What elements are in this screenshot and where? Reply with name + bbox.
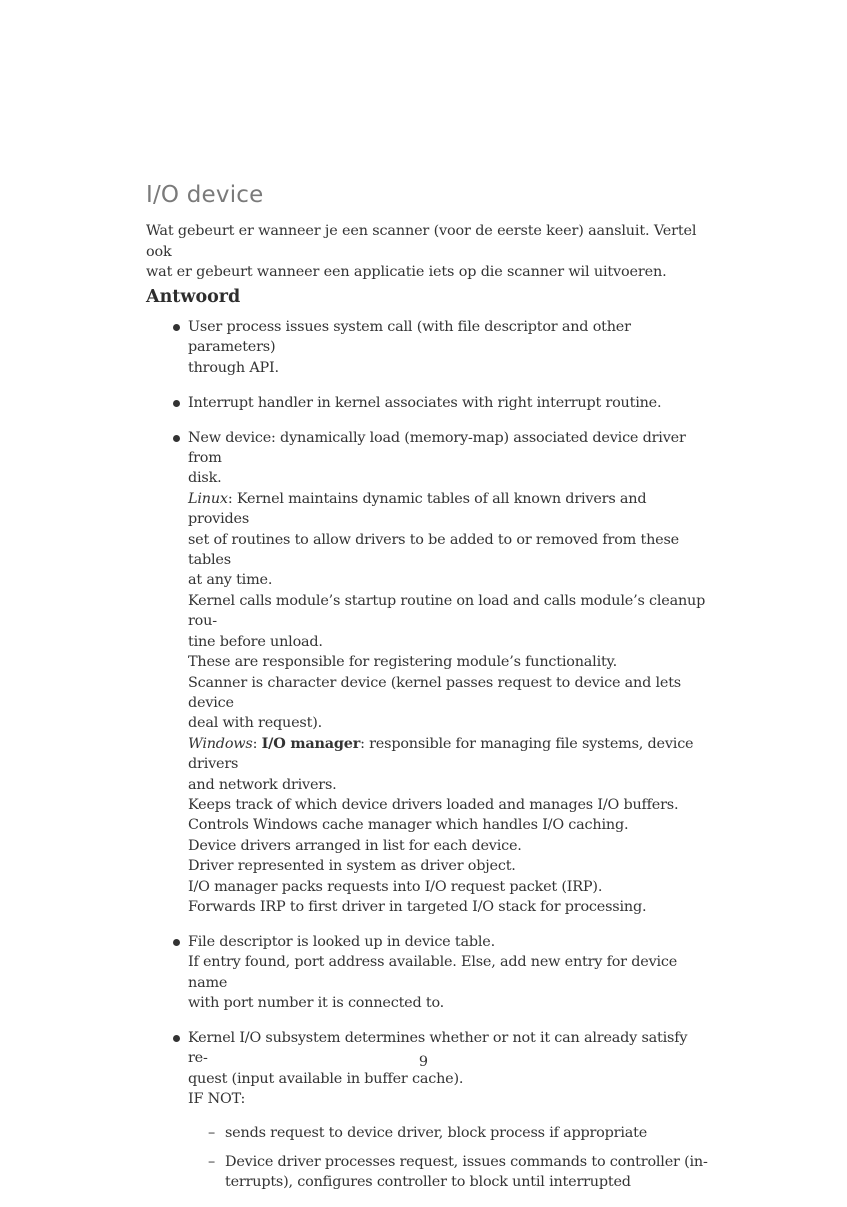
list-item-line: Scanner is character device (kernel passes request to device and lets device	[188, 674, 681, 711]
list-item-line: Forwards IRP to first driver in targeted I/O stack for processing.	[188, 898, 647, 915]
bullet-icon	[173, 1035, 180, 1042]
list-item-line: I/O manager packs requests into I/O request packet (IRP).	[188, 878, 603, 895]
sub-item-line: sends request to device driver, block process if appropriate	[225, 1124, 648, 1141]
list-item-line: Device drivers arranged in list for each device.	[188, 837, 522, 854]
list-item-line: Keeps track of which device drivers loaded and manages I/O buffers.	[188, 796, 679, 813]
sub-list-item	[188, 1152, 711, 1193]
list-item-line: File descriptor is looked up in device table.	[188, 933, 495, 950]
list-item-line: New device: dynamically load (memory-map) associated device driver from	[188, 429, 686, 467]
list-item-line: These are responsible for registering module’s functionality.	[188, 654, 617, 671]
sub-list-item	[188, 1123, 711, 1143]
list-item	[188, 317, 711, 378]
list-item-line: User process issues system call (with file descriptor and other parameters)	[188, 319, 631, 356]
answer-list	[188, 317, 711, 1207]
io-manager-term: I/O manager	[261, 734, 361, 752]
sub-item-line: terrupts), configures controller to block until interrupted	[225, 1174, 631, 1191]
list-item-line: Kernel I/O subsystem determines whether or not it can already satisfy re-	[188, 1030, 688, 1067]
list-item-line: deal with request).	[188, 715, 322, 732]
linux-label: Linux	[188, 490, 228, 507]
linux-line	[188, 489, 711, 530]
bullet-icon	[173, 939, 180, 946]
question-line: Wat gebeurt er wanneer je een scanner (voor de eerste keer) aansluit. Vertel ook	[146, 223, 697, 260]
sub-item-line: Device driver processes request, issues commands to controller (in-	[225, 1154, 708, 1171]
bullet-icon	[173, 435, 180, 442]
list-item-line: IF NOT:	[188, 1091, 246, 1108]
list-item	[188, 428, 711, 918]
sub-list	[188, 1123, 711, 1193]
section-title: I/O device	[146, 182, 264, 208]
list-item-line: If entry found, port address available. Else, add new entry for device name	[188, 954, 678, 991]
list-item-line: quest (input available in buffer cache).	[188, 1070, 464, 1087]
list-item-line: through API.	[188, 359, 279, 376]
list-item-line: Driver represented in system as driver object.	[188, 858, 516, 875]
page-number: 9	[418, 1054, 429, 1070]
list-item-line: Controls Windows cache manager which handles I/O caching.	[188, 817, 629, 834]
list-item-line: tine before unload.	[188, 633, 323, 650]
windows-line	[188, 734, 711, 775]
windows-label: Windows	[188, 735, 253, 752]
list-item-line: Interrupt handler in kernel associates with right interrupt routine.	[188, 394, 662, 411]
list-item	[188, 393, 711, 413]
windows-text: : responsible for managing file systems, device drivers	[188, 735, 694, 773]
list-item-line: at any time.	[188, 572, 273, 589]
list-item-line: Kernel calls module’s startup routine on load and calls module’s cleanup rou-	[188, 592, 706, 630]
question-text	[146, 221, 711, 283]
answer-heading: Antwoord	[146, 287, 241, 307]
list-item-line: disk.	[188, 470, 222, 487]
list-item	[188, 932, 711, 1014]
linux-text: : Kernel maintains dynamic tables of all known drivers and provides	[188, 490, 647, 528]
dash-icon: –	[208, 1124, 215, 1141]
windows-separator: :	[252, 735, 262, 752]
dash-icon: –	[208, 1154, 215, 1171]
question-line: wat er gebeurt wanneer een applicatie iets op die scanner wil uitvoeren.	[146, 264, 667, 280]
bullet-icon	[173, 324, 180, 331]
bullet-icon	[173, 400, 180, 407]
list-item-line: and network drivers.	[188, 776, 337, 793]
list-item-line: set of routines to allow drivers to be added to or removed from these tables	[188, 531, 679, 569]
list-item-line: with port number it is connected to.	[188, 995, 445, 1012]
